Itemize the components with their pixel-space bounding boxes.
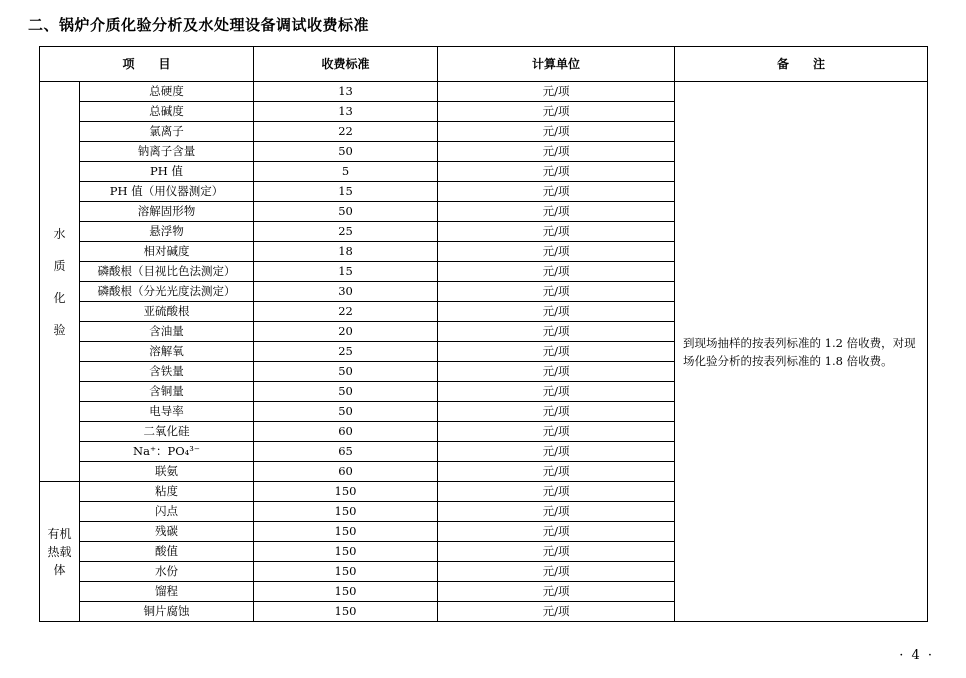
- unit-value: 元/项: [438, 302, 675, 322]
- unit-value: 元/项: [438, 382, 675, 402]
- table-body: [40, 82, 928, 622]
- remark-note: 到现场抽样的按表列标准的 1.2 倍收费，对现场化验分析的按表列标准的 1.8 倍收费。: [675, 82, 928, 622]
- oil_group-category: 有机 热载 体: [40, 482, 80, 622]
- water_group-category: 水 质 化 验: [40, 82, 80, 482]
- header-fee: 收费标准: [254, 47, 438, 82]
- item-name: Na⁺：PO₄³⁻: [80, 442, 254, 462]
- item-name: 溶解固形物: [80, 202, 254, 222]
- fee-value: 150: [254, 482, 438, 502]
- fee-value: 150: [254, 562, 438, 582]
- unit-value: 元/项: [438, 442, 675, 462]
- header-unit: 计算单位: [438, 47, 675, 82]
- table-header-row: [40, 47, 928, 82]
- unit-value: 元/项: [438, 482, 675, 502]
- unit-value: 元/项: [438, 262, 675, 282]
- fee-value: 50: [254, 362, 438, 382]
- item-name: 含铜量: [80, 382, 254, 402]
- fee-value: 13: [254, 82, 438, 102]
- fee-value: 50: [254, 142, 438, 162]
- section-heading: 二、锅炉介质化验分析及水处理设备调试收费标准: [28, 16, 370, 34]
- fee-value: 150: [254, 582, 438, 602]
- fee-value: 50: [254, 382, 438, 402]
- fee-value: 50: [254, 402, 438, 422]
- item-name: 悬浮物: [80, 222, 254, 242]
- item-name: 馏程: [80, 582, 254, 602]
- item-name: 水份: [80, 562, 254, 582]
- fee-value: 25: [254, 222, 438, 242]
- item-name: 亚硫酸根: [80, 302, 254, 322]
- item-name: 粘度: [80, 482, 254, 502]
- fee-value: 13: [254, 102, 438, 122]
- unit-value: 元/项: [438, 162, 675, 182]
- item-name: 铜片腐蚀: [80, 602, 254, 622]
- unit-value: 元/项: [438, 282, 675, 302]
- item-name: 残碳: [80, 522, 254, 542]
- unit-value: 元/项: [438, 562, 675, 582]
- fee-value: 65: [254, 442, 438, 462]
- fee-value: 25: [254, 342, 438, 362]
- unit-value: 元/项: [438, 142, 675, 162]
- unit-value: 元/项: [438, 82, 675, 102]
- unit-value: 元/项: [438, 122, 675, 142]
- item-name: 联氨: [80, 462, 254, 482]
- header-item: 项 目: [40, 47, 254, 82]
- item-name: 二氧化硅: [80, 422, 254, 442]
- fee-value: 5: [254, 162, 438, 182]
- unit-value: 元/项: [438, 102, 675, 122]
- unit-value: 元/项: [438, 242, 675, 262]
- item-name: 氯离子: [80, 122, 254, 142]
- fee-value: 30: [254, 282, 438, 302]
- unit-value: 元/项: [438, 602, 675, 622]
- fee-value: 60: [254, 462, 438, 482]
- unit-value: 元/项: [438, 182, 675, 202]
- table-row: [40, 82, 928, 102]
- fee-value: 150: [254, 502, 438, 522]
- unit-value: 元/项: [438, 542, 675, 562]
- item-name: 总碱度: [80, 102, 254, 122]
- fee-value: 150: [254, 542, 438, 562]
- item-name: 钠离子含量: [80, 142, 254, 162]
- fee-value: 150: [254, 522, 438, 542]
- fee-value: 18: [254, 242, 438, 262]
- item-name: 电导率: [80, 402, 254, 422]
- header-remark: 备 注: [675, 47, 928, 82]
- fee-value: 22: [254, 122, 438, 142]
- unit-value: 元/项: [438, 422, 675, 442]
- unit-value: 元/项: [438, 322, 675, 342]
- item-name: 磷酸根（分光光度法测定）: [80, 282, 254, 302]
- item-name: 酸值: [80, 542, 254, 562]
- fee-value: 22: [254, 302, 438, 322]
- item-name: 含铁量: [80, 362, 254, 382]
- unit-value: 元/项: [438, 582, 675, 602]
- fee-value: 15: [254, 262, 438, 282]
- page-number: · 4 ·: [899, 648, 934, 663]
- unit-value: 元/项: [438, 462, 675, 482]
- item-name: 闪点: [80, 502, 254, 522]
- unit-value: 元/项: [438, 222, 675, 242]
- item-name: PH 值（用仪器测定）: [80, 182, 254, 202]
- fee-value: 50: [254, 202, 438, 222]
- unit-value: 元/项: [438, 202, 675, 222]
- fee-value: 150: [254, 602, 438, 622]
- unit-value: 元/项: [438, 522, 675, 542]
- item-name: 含油量: [80, 322, 254, 342]
- unit-value: 元/项: [438, 362, 675, 382]
- fee-value: 60: [254, 422, 438, 442]
- unit-value: 元/项: [438, 502, 675, 522]
- fee-value: 20: [254, 322, 438, 342]
- item-name: 溶解氧: [80, 342, 254, 362]
- item-name: 磷酸根（目视比色法测定）: [80, 262, 254, 282]
- item-name: PH 值: [80, 162, 254, 182]
- fee-table: [39, 46, 928, 622]
- fee-value: 15: [254, 182, 438, 202]
- unit-value: 元/项: [438, 342, 675, 362]
- unit-value: 元/项: [438, 402, 675, 422]
- item-name: 相对碱度: [80, 242, 254, 262]
- item-name: 总硬度: [80, 82, 254, 102]
